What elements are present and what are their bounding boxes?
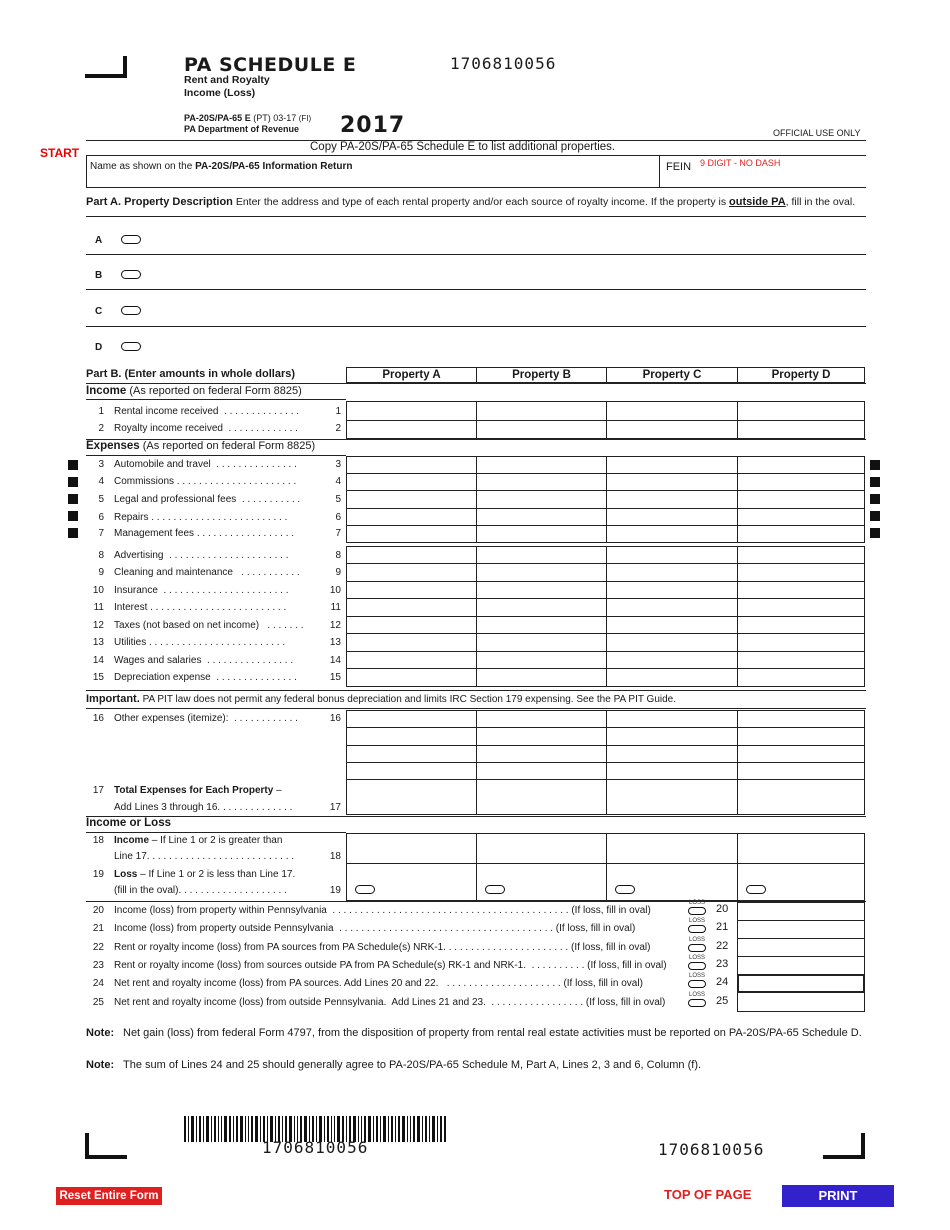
column-header-property-b: Property B	[476, 367, 607, 383]
line-19-property-c[interactable]	[606, 863, 738, 901]
fein-label: FEIN	[666, 161, 692, 173]
outside-pa-oval-c[interactable]	[121, 306, 141, 315]
part-b-heading: Part B. (Enter amounts in whole dollars)	[86, 368, 296, 380]
line-16-property-c[interactable]	[606, 762, 738, 780]
line-16-property-d[interactable]	[737, 710, 865, 728]
line-12-property-c[interactable]	[606, 616, 738, 634]
line-5-property-b[interactable]	[476, 490, 607, 509]
line-16-label: 16 Other expenses (itemize): . . . . . . . . . . . . 16	[92, 713, 341, 724]
line-16-property-d[interactable]	[737, 727, 865, 746]
loss-label: LOSS	[689, 992, 706, 998]
divider	[86, 399, 346, 400]
line-16-property-d[interactable]	[737, 762, 865, 780]
line-16-property-a[interactable]	[346, 710, 477, 728]
line-5-property-d[interactable]	[737, 490, 865, 509]
property-letter-b: B	[95, 270, 103, 281]
line-17-property-a[interactable]	[346, 779, 477, 815]
note-2: Note: The sum of Lines 24 and 25 should generally agree to PA-20S/PA-65 Schedule M, Part A, Lines 2, 3 and 6, Column (f).	[86, 1059, 702, 1071]
line-12-property-d[interactable]	[737, 616, 865, 634]
line-2-label: 2 Royalty income received . . . . . . . . . . . . . 2	[98, 423, 341, 434]
line-16-property-b[interactable]	[476, 745, 607, 763]
line-19-property-a[interactable]	[346, 863, 477, 901]
line-25-label: 25 Net rent and royalty income (loss) from outside Pennsylvania. Add Lines 21 and 23. . . . . . . . . . . . . . . . . . (If loss, fill in oval)	[92, 997, 666, 1008]
line-22-loss-oval[interactable]	[688, 944, 706, 952]
line-1-property-b[interactable]	[476, 401, 607, 421]
loss-label: LOSS	[689, 900, 706, 906]
line-16-property-d[interactable]	[737, 745, 865, 763]
line-1-property-c[interactable]	[606, 401, 738, 421]
department: PA Department of Revenue	[184, 124, 300, 134]
line-5-label: 5 Legal and professional fees . . . . . . . . . . . 5	[98, 494, 341, 505]
line-6-property-b[interactable]	[476, 508, 607, 526]
divider	[86, 383, 866, 384]
line-5-property-a[interactable]	[346, 490, 477, 509]
note-1: Note: Net gain (loss) from federal Form 4797, from the disposition of property from rental real estate activities must be reported on PA-20S/PA-65 Schedule D.	[86, 1027, 862, 1039]
line-22-amount[interactable]	[737, 938, 865, 957]
line-10-property-a[interactable]	[346, 581, 477, 599]
loss-oval-property-c[interactable]	[615, 885, 635, 894]
line-16-property-a[interactable]	[346, 727, 477, 746]
line-15-property-a[interactable]	[346, 668, 477, 687]
divider	[86, 155, 87, 187]
loss-oval-property-d[interactable]	[746, 885, 766, 894]
line-21-loss-oval[interactable]	[688, 925, 706, 933]
line-2-property-a[interactable]	[346, 420, 477, 439]
line-11-label: 11 Interest . . . . . . . . . . . . . . . . . . . . . . . . . 11	[93, 602, 341, 613]
line-1-property-a[interactable]	[346, 401, 477, 421]
line-6-property-d[interactable]	[737, 508, 865, 526]
line-9-property-c[interactable]	[606, 563, 738, 582]
line-6-label: 6 Repairs . . . . . . . . . . . . . . . . . . . . . . . . . 6	[98, 512, 341, 523]
scan-mark	[870, 494, 880, 504]
line-8-label: 8 Advertising . . . . . . . . . . . . . . . . . . . . . . 8	[98, 550, 341, 561]
scan-mark	[68, 477, 78, 487]
line-4-property-d[interactable]	[737, 473, 865, 491]
line-15-property-c[interactable]	[606, 668, 738, 687]
registration-mark-top-left	[85, 56, 127, 78]
loss-label: LOSS	[689, 918, 706, 924]
line-4-property-c[interactable]	[606, 473, 738, 491]
top-scan-number: 1706810056	[450, 54, 557, 73]
line-15-property-d[interactable]	[737, 668, 865, 687]
line-12-property-a[interactable]	[346, 616, 477, 634]
income-or-loss-heading: Income or Loss	[86, 817, 171, 829]
line-20-number: 20	[716, 903, 729, 915]
line-24-amount[interactable]	[737, 974, 865, 993]
line-22-number: 22	[716, 940, 729, 952]
line-8-property-c[interactable]	[606, 546, 738, 564]
line-1-property-d[interactable]	[737, 401, 865, 421]
line-3-label: 3 Automobile and travel . . . . . . . . . . . . . . . 3	[98, 459, 341, 470]
line-3-property-c[interactable]	[606, 456, 738, 474]
line-1-label: 1 Rental income received . . . . . . . . . . . . . . 1	[98, 406, 341, 417]
line-17-label: 17 Total Expenses for Each Property – Add Lines 3 through 16. . . . . . . . . . . . . . 17	[92, 785, 341, 813]
scan-mark	[68, 511, 78, 521]
scan-mark	[870, 477, 880, 487]
column-header-property-c: Property C	[606, 367, 738, 383]
divider	[86, 216, 866, 217]
scan-mark	[68, 460, 78, 470]
line-14-label: 14 Wages and salaries . . . . . . . . . . . . . . . . 14	[92, 655, 341, 666]
line-3-property-d[interactable]	[737, 456, 865, 474]
line-18-property-d[interactable]	[737, 833, 865, 864]
divider	[86, 708, 866, 709]
line-10-property-b[interactable]	[476, 581, 607, 599]
line-21-amount[interactable]	[737, 920, 865, 939]
line-14-property-c[interactable]	[606, 651, 738, 669]
form-revision: (PT) 03-17	[253, 113, 297, 123]
line-23-label: 23 Rent or royalty income (loss) from sources outside PA from PA Schedule(s) RK-1 and NRK-1. . . . . . . . . . . (If loss, fill in oval)	[92, 960, 667, 971]
line-10-label: 10 Insurance . . . . . . . . . . . . . . . . . . . . . . . 10	[92, 585, 341, 596]
line-16-property-b[interactable]	[476, 762, 607, 780]
line-18-property-a[interactable]	[346, 833, 477, 864]
line-8-property-a[interactable]	[346, 546, 477, 564]
divider	[86, 155, 866, 156]
line-10-property-d[interactable]	[737, 581, 865, 599]
copy-note: Copy PA-20S/PA-65 Schedule E to list additional properties.	[310, 141, 616, 153]
line-19-property-d[interactable]	[737, 863, 865, 901]
column-header-property-a: Property A	[346, 367, 477, 383]
line-23-number: 23	[716, 958, 729, 970]
scan-mark	[870, 511, 880, 521]
line-18-property-b[interactable]	[476, 833, 607, 864]
divider	[86, 289, 866, 290]
loss-label: LOSS	[689, 955, 706, 961]
divider	[86, 187, 866, 188]
form-number: PA-20S/PA-65 E	[184, 113, 251, 123]
outside-pa-oval-a[interactable]	[121, 235, 141, 244]
line-7-property-d[interactable]	[737, 525, 865, 543]
start-label: START	[40, 146, 80, 160]
top-of-page-button[interactable]: TOP OF PAGE	[664, 1187, 752, 1202]
divider	[86, 439, 866, 440]
property-letter-a: A	[95, 235, 103, 246]
line-2-property-c[interactable]	[606, 420, 738, 439]
line-16-property-b[interactable]	[476, 710, 607, 728]
line-16-property-c[interactable]	[606, 727, 738, 746]
line-25-amount[interactable]	[737, 992, 865, 1012]
line-13-property-b[interactable]	[476, 633, 607, 652]
property-description-b[interactable]	[150, 267, 860, 287]
line-23-loss-oval[interactable]	[688, 962, 706, 970]
line-20-loss-oval[interactable]	[688, 907, 706, 915]
scan-mark	[870, 528, 880, 538]
line-10-property-c[interactable]	[606, 581, 738, 599]
line-9-property-b[interactable]	[476, 563, 607, 582]
line-9-property-d[interactable]	[737, 563, 865, 582]
line-13-property-d[interactable]	[737, 633, 865, 652]
name-field-label: Name as shown on the PA-20S/PA-65 Information Return	[90, 161, 353, 172]
income-section-heading: Income (As reported on federal Form 8825)	[86, 385, 302, 397]
line-25-loss-oval[interactable]	[688, 999, 706, 1007]
line-17-property-b[interactable]	[476, 779, 607, 815]
scan-mark	[68, 494, 78, 504]
line-17-property-d[interactable]	[737, 779, 865, 815]
line-24-loss-oval[interactable]	[688, 980, 706, 988]
line-20-label: 20 Income (loss) from property within Pennsylvania . . . . . . . . . . . . . . . . . . . . . . . . . . . . . . . . . . . . . . . . . . . (If loss, fill in oval)	[92, 905, 651, 916]
line-7-property-c[interactable]	[606, 525, 738, 543]
bottom-scan-number: 1706810056	[658, 1140, 765, 1159]
line-11-property-a[interactable]	[346, 598, 477, 617]
line-16-property-c[interactable]	[606, 710, 738, 728]
loss-label: LOSS	[689, 973, 706, 979]
scan-mark	[68, 528, 78, 538]
property-description-d[interactable]	[150, 339, 860, 359]
line-7-label: 7 Management fees . . . . . . . . . . . . . . . . . . 7	[98, 528, 341, 539]
column-header-property-d: Property D	[737, 367, 865, 383]
line-21-label: 21 Income (loss) from property outside Pennsylvania . . . . . . . . . . . . . . . . . . . . . . . . . . . . . . . . . . . . . . . (If loss, fill in oval)	[92, 923, 636, 934]
line-18-property-c[interactable]	[606, 833, 738, 864]
loss-label: LOSS	[689, 937, 706, 943]
loss-oval-property-a[interactable]	[355, 885, 375, 894]
form-title: PA SCHEDULE E	[184, 54, 357, 76]
line-11-property-b[interactable]	[476, 598, 607, 617]
divider	[86, 690, 866, 691]
name-input[interactable]	[90, 172, 655, 185]
line-4-property-a[interactable]	[346, 473, 477, 491]
registration-mark-bottom-right	[823, 1133, 865, 1159]
part-a-heading: Part A. Property Description Enter the address and type of each rental property and/or each source of royalty income. If the property is outside PA, fill in the oval.	[86, 196, 856, 208]
line-2-property-d[interactable]	[737, 420, 865, 439]
line-15-label: 15 Depreciation expense . . . . . . . . . . . . . . . 15	[92, 672, 341, 683]
form-subtitle: Rent and Royalty Income (Loss)	[184, 74, 270, 99]
fein-input[interactable]: 9 DIGIT - NO DASH	[700, 158, 781, 168]
line-16-property-a[interactable]	[346, 745, 477, 763]
divider	[86, 254, 866, 255]
line-12-label: 12 Taxes (not based on net income) . . . . . . . 12	[92, 620, 341, 631]
divider	[86, 140, 866, 141]
line-19-label: 19 Loss – If Line 1 or 2 is less than Line 17. (fill in the oval). . . . . . . . . . . . . . . . . . . . 19	[92, 869, 341, 896]
divider	[659, 155, 660, 187]
outside-pa-oval-b[interactable]	[121, 270, 141, 279]
property-letter-c: C	[95, 306, 103, 317]
form-number-block	[184, 113, 311, 135]
line-4-property-b[interactable]	[476, 473, 607, 491]
line-6-property-c[interactable]	[606, 508, 738, 526]
line-11-property-d[interactable]	[737, 598, 865, 617]
expenses-section-heading: Expenses (As reported on federal Form 8825)	[86, 440, 316, 452]
outside-pa-oval-d[interactable]	[121, 342, 141, 351]
important-note: Important. PA PIT law does not permit any federal bonus depreciation and limits IRC Section 179 expensing. See the PA PIT Guide.	[86, 693, 677, 705]
loss-oval-property-b[interactable]	[485, 885, 505, 894]
line-14-property-a[interactable]	[346, 651, 477, 669]
line-3-property-b[interactable]	[476, 456, 607, 474]
line-9-label: 9 Cleaning and maintenance . . . . . . . . . . . 9	[98, 567, 341, 578]
divider	[86, 326, 866, 327]
reset-form-button[interactable]: Reset Entire Form	[56, 1187, 162, 1205]
line-14-property-b[interactable]	[476, 651, 607, 669]
registration-mark-bottom-left	[85, 1133, 127, 1159]
line-5-property-c[interactable]	[606, 490, 738, 509]
property-letter-d: D	[95, 342, 103, 353]
line-4-label: 4 Commissions . . . . . . . . . . . . . . . . . . . . . . 4	[98, 476, 341, 487]
line-13-property-c[interactable]	[606, 633, 738, 652]
line-16-property-b[interactable]	[476, 727, 607, 746]
scan-mark	[870, 460, 880, 470]
print-button[interactable]: PRINT	[782, 1185, 894, 1207]
line-2-property-b[interactable]	[476, 420, 607, 439]
line-13-label: 13 Utilities . . . . . . . . . . . . . . . . . . . . . . . . . 13	[92, 637, 341, 648]
line-20-amount[interactable]	[737, 902, 865, 921]
official-use-label: OFFICIAL USE ONLY	[773, 128, 861, 138]
line-13-property-a[interactable]	[346, 633, 477, 652]
line-15-property-b[interactable]	[476, 668, 607, 687]
line-19-property-b[interactable]	[476, 863, 607, 901]
barcode-number: 1706810056	[262, 1138, 369, 1157]
line-6-property-a[interactable]	[346, 508, 477, 526]
line-25-number: 25	[716, 995, 729, 1007]
line-18-label: 18 Income – If Line 1 or 2 is greater than Line 17. . . . . . . . . . . . . . . . . . . . . . . . . . . 18	[92, 835, 341, 862]
line-8-property-d[interactable]	[737, 546, 865, 564]
line-14-property-d[interactable]	[737, 651, 865, 669]
line-7-property-b[interactable]	[476, 525, 607, 543]
property-description-a[interactable]	[150, 232, 860, 252]
line-3-property-a[interactable]	[346, 456, 477, 474]
line-11-property-c[interactable]	[606, 598, 738, 617]
line-21-number: 21	[716, 921, 729, 933]
line-16-property-a[interactable]	[346, 762, 477, 780]
line-24-number: 24	[716, 976, 729, 988]
line-9-property-a[interactable]	[346, 563, 477, 582]
line-24-label: 24 Net rent and royalty income (loss) from PA sources. Add Lines 20 and 22. . . . . . . . . . . . . . . . . . . . . . (If loss, fill in oval)	[92, 978, 643, 989]
form-fi: (FI)	[298, 114, 312, 123]
line-22-label: 22 Rent or royalty income (loss) from PA sources from PA Schedule(s) NRK-1. . . . . . . . . . . . . . . . . . . . . . . (If loss, fill in oval)	[92, 942, 651, 953]
line-8-property-b[interactable]	[476, 546, 607, 564]
line-23-amount[interactable]	[737, 956, 865, 975]
line-12-property-b[interactable]	[476, 616, 607, 634]
tax-year: 2017	[340, 113, 406, 138]
line-17-property-c[interactable]	[606, 779, 738, 815]
divider	[86, 816, 866, 817]
line-7-property-a[interactable]	[346, 525, 477, 543]
property-description-c[interactable]	[150, 303, 860, 323]
line-16-property-c[interactable]	[606, 745, 738, 763]
divider	[86, 455, 346, 456]
